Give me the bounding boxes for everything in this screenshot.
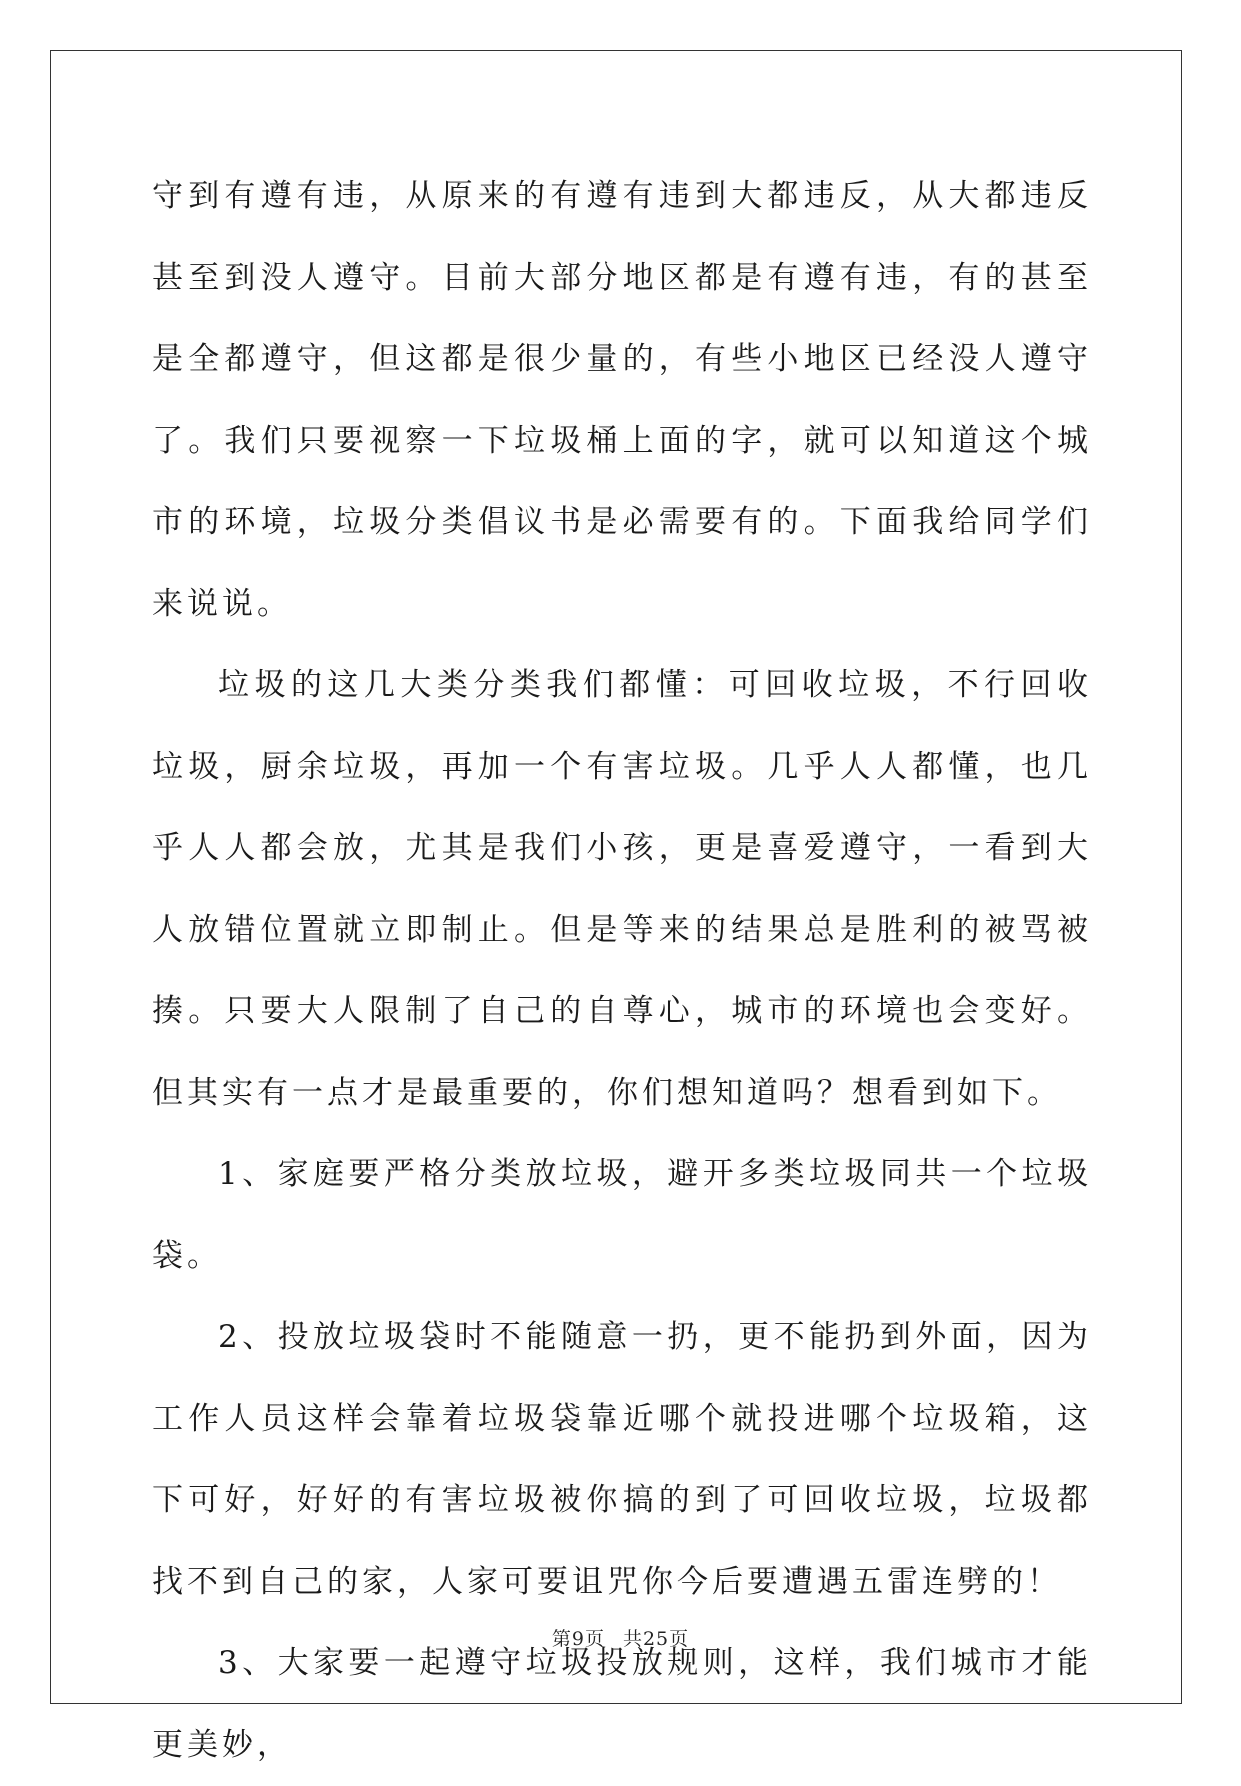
list-item-1: 1、家庭要严格分类放垃圾，避开多类垃圾同共一个垃圾袋。: [152, 1156, 1092, 1274]
page-footer: [0, 1624, 1241, 1651]
paragraph-1: 守到有遵有违，从原来的有遵有违到大都违反，从大都违反甚至到没人遵守。目前大部分地区都是有遵有违，有的甚至是全都遵守，但这都是很少量的，有些小地区已经没人遵守了。我们只要视察一下垃圾桶上面的字，就可以知道这个城市的环境，垃圾分类倡议书是必需要有的。下面我给同学们来说说。: [152, 178, 1092, 622]
page-number: 第9页: [551, 1628, 605, 1650]
list-item-2: 2、投放垃圾袋时不能随意一扔，更不能扔到外面，因为工作人员这样会靠着垃圾袋靠近哪个就投进哪个垃圾箱，这下可好，好好的有害垃圾被你搞的到了可回收垃圾，垃圾都找不到自己的家，人家可要诅咒你今后要遭遇五雷连劈的！: [152, 1319, 1092, 1600]
page-total: 共25页: [622, 1628, 690, 1650]
paragraph-2: 垃圾的这几大类分类我们都懂：可回收垃圾，不行回收垃圾，厨余垃圾，再加一个有害垃圾。几乎人人都懂，也几乎人人都会放，尤其是我们小孩，更是喜爱遵守，一看到大人放错位置就立即制止。但是等来的结果总是胜利的被骂被揍。只要大人限制了自己的自尊心，城市的环境也会变好。但其实有一点才是最重要的，你们想知道吗？想看到如下。: [152, 667, 1092, 1111]
document-body: [152, 156, 1092, 1786]
list-item-3: 3、大家要一起遵守垃圾投放规则，这样，我们城市才能更美妙，: [152, 1645, 1092, 1763]
